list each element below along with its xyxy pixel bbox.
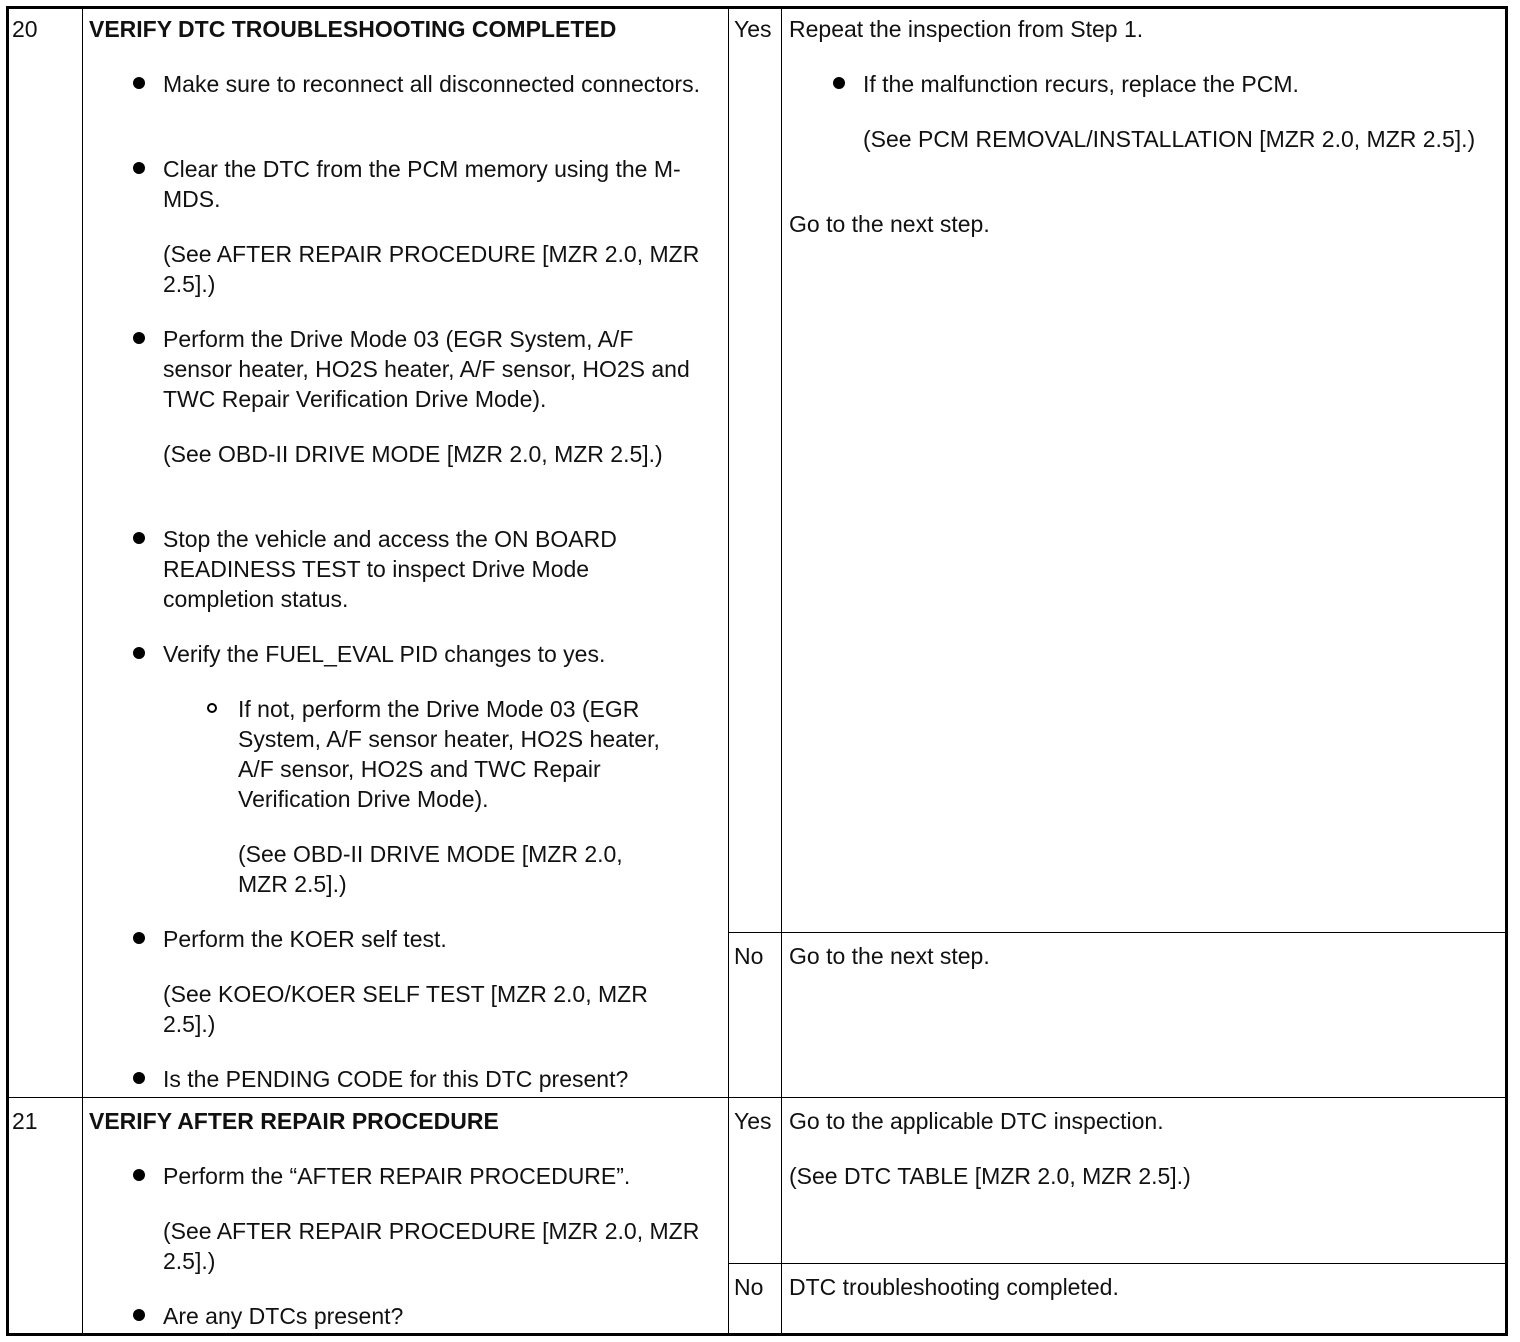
action-item: If the malfunction recurs, replace the PCM. [863, 71, 1299, 97]
answer-no: No [734, 1274, 764, 1300]
bullet-icon [133, 1169, 145, 1181]
table-border-right [1505, 6, 1508, 1336]
step-item: Stop the vehicle and access the ON BOARD READINESS TEST to inspect Drive Mode completion status. [163, 526, 617, 612]
row-20-yes-no-divider [728, 932, 1508, 933]
action-reference: (See PCM REMOVAL/INSTALLATION [MZR 2.0, MZR 2.5].) [863, 126, 1476, 152]
sub-bullet-icon [207, 703, 217, 713]
bullet-icon [133, 532, 145, 544]
bullet-icon [133, 332, 145, 344]
column-divider-action [781, 6, 782, 1336]
action-text: Go to the applicable DTC inspection. [789, 1108, 1164, 1134]
step-reference: (See AFTER REPAIR PROCEDURE [MZR 2.0, MZR 2.5].) [163, 1218, 700, 1274]
step-item: Perform the KOER self test. [163, 926, 447, 952]
action-text: Repeat the inspection from Step 1. [789, 16, 1144, 42]
row-divider-20-21 [6, 1097, 1508, 1098]
step-reference: (See KOEO/KOER SELF TEST [MZR 2.0, MZR 2.5].) [163, 981, 648, 1037]
row-21-yes-no-divider [728, 1263, 1508, 1264]
table-border-left [6, 6, 9, 1336]
step-title: VERIFY AFTER REPAIR PROCEDURE [89, 1108, 499, 1134]
bullet-icon [133, 1072, 145, 1084]
action-text: DTC troubleshooting completed. [789, 1274, 1119, 1300]
bullet-icon [133, 932, 145, 944]
step-title: VERIFY DTC TROUBLESHOOTING COMPLETED [89, 16, 617, 42]
step-question: Are any DTCs present? [163, 1303, 404, 1329]
column-divider-step [82, 6, 83, 1336]
step-number: 21 [12, 1108, 38, 1134]
bullet-icon [133, 162, 145, 174]
step-reference: (See OBD-II DRIVE MODE [MZR 2.0, MZR 2.5].) [238, 841, 623, 897]
step-subitem: If not, perform the Drive Mode 03 (EGR System, A/F sensor heater, HO2S heater, A/F sensor, HO2S and TWC Repair Verification Drive Mode). [238, 696, 660, 812]
action-reference: (See DTC TABLE [MZR 2.0, MZR 2.5].) [789, 1163, 1191, 1189]
step-question: Is the PENDING CODE for this DTC present? [163, 1066, 629, 1092]
answer-yes: Yes [734, 16, 772, 42]
bullet-icon [133, 1309, 145, 1321]
table-border-top [6, 6, 1508, 9]
step-item: Perform the Drive Mode 03 (EGR System, A/F sensor heater, HO2S heater, A/F sensor, HO2S and TWC Repair Verification Drive Mode). [163, 326, 690, 412]
step-reference: (See AFTER REPAIR PROCEDURE [MZR 2.0, MZR 2.5].) [163, 241, 700, 297]
action-text: Go to the next step. [789, 211, 990, 237]
step-item: Perform the “AFTER REPAIR PROCEDURE”. [163, 1163, 631, 1189]
step-item: Verify the FUEL_EVAL PID changes to yes. [163, 641, 606, 667]
bullet-icon [133, 77, 145, 89]
answer-yes: Yes [734, 1108, 772, 1134]
step-reference: (See OBD-II DRIVE MODE [MZR 2.0, MZR 2.5].) [163, 441, 663, 467]
step-number: 20 [12, 16, 38, 42]
table-border-bottom [6, 1333, 1508, 1336]
bullet-icon [133, 647, 145, 659]
step-item: Make sure to reconnect all disconnected connectors. [163, 71, 700, 97]
answer-no: No [734, 943, 764, 969]
column-divider-answer [728, 6, 729, 1336]
bullet-icon [833, 77, 845, 89]
step-item: Clear the DTC from the PCM memory using the M-MDS. [163, 156, 681, 212]
action-text: Go to the next step. [789, 943, 990, 969]
